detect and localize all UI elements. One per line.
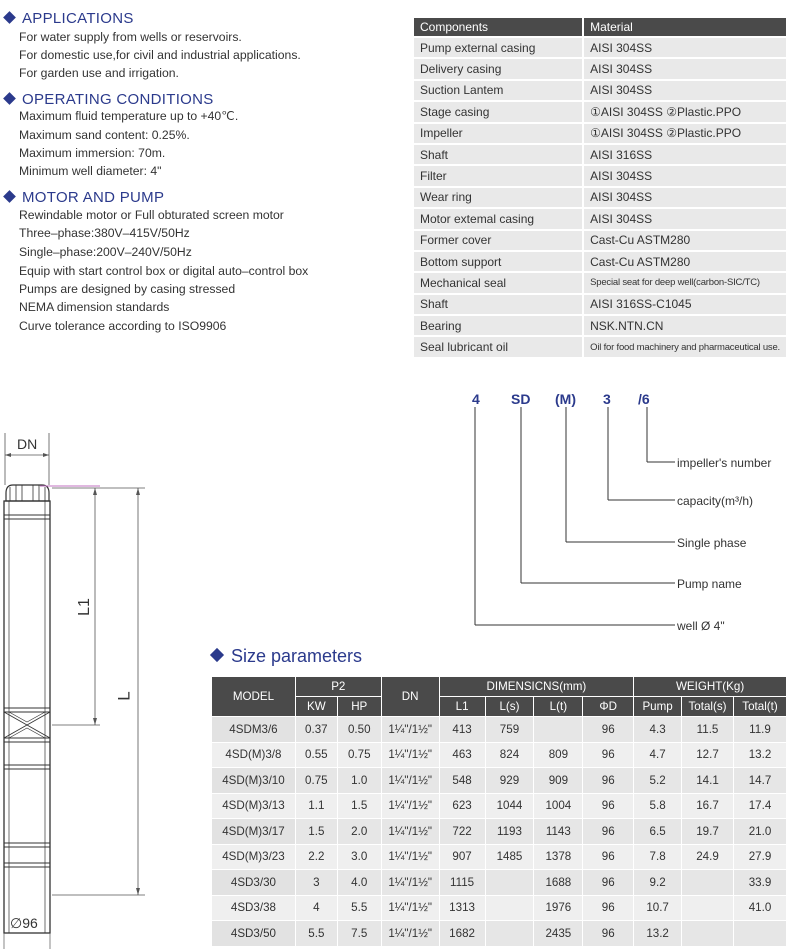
model-cell: 4SDM3/6 [212,717,296,743]
ls-cell [485,895,534,921]
pump-weight-cell: 6.5 [634,819,682,845]
components-header: Components [414,18,584,36]
component-name: Pump external casing [414,38,584,57]
lt-header: L(t) [534,697,583,717]
model-header: MODEL [212,677,296,717]
phid-cell: 96 [583,819,634,845]
ls-cell: 1485 [485,844,534,870]
kw-cell: 3 [295,870,337,896]
dn-cell: 1¼"/1½" [381,793,439,819]
kw-cell: 0.55 [295,742,337,768]
l1-cell: 1313 [439,895,485,921]
dn-label: DN [17,436,38,452]
hp-cell: 1.5 [337,793,381,819]
hp-cell: 1.0 [337,768,381,794]
motor-line: Equip with start control box or digital auto–control box [19,264,309,278]
kw-cell: 4 [295,895,337,921]
ls-cell: 824 [485,742,534,768]
pump-weight-cell: 13.2 [634,921,682,947]
hp-cell: 0.75 [337,742,381,768]
kw-cell: 1.1 [295,793,337,819]
total-s-cell: 12.7 [682,742,734,768]
component-material: ①AISI 304SS ②Plastic.PPO [584,102,786,121]
dn-cell: 1¼"/1½" [381,921,439,947]
component-material: NSK.NTN.CN [584,316,786,335]
dn-header: DN [381,677,439,717]
l1-label: L1 [75,598,93,616]
diamond-bullet-icon [3,11,16,24]
motor-line: Single–phase:200V–240V/50Hz [19,245,192,259]
hp-cell: 5.5 [337,895,381,921]
total-t-cell: 14.7 [734,768,787,794]
pump-weight-cell: 5.8 [634,793,682,819]
l1-cell: 722 [439,819,485,845]
operating-line: Minimum well diameter: 4" [19,164,162,178]
lt-cell: 809 [534,742,583,768]
component-name: Stage casing [414,102,584,121]
total-s-cell: 19.7 [682,819,734,845]
code-desc-impellers: impeller's number [677,456,772,470]
code-part-pump-name: SD [511,391,531,407]
component-material: AISI 304SS [584,38,786,57]
pump-weight-cell: 4.7 [634,742,682,768]
table-row [414,188,786,207]
weight-header: WEIGHT(Kg) [634,677,787,697]
ls-cell: 1193 [485,819,534,845]
model-cell: 4SD(M)3/8 [212,742,296,768]
table-row [414,316,786,335]
l-label: L [114,691,134,701]
table-row [414,295,786,314]
dimensions-header: DIMENSICNS(mm) [439,677,634,697]
table-row [212,844,787,870]
motor-and-pump-heading: MOTOR AND PUMP [2,189,164,206]
operating-line: Maximum sand content: 0.25%. [19,128,190,142]
model-cell: 4SD(M)3/10 [212,768,296,794]
l1-cell: 413 [439,717,485,743]
pump-weight-cell: 9.2 [634,870,682,896]
code-part-capacity: 3 [603,391,611,407]
motor-line: Pumps are designed by casing stressed [19,282,236,296]
table-row [414,81,786,100]
l1-cell: 623 [439,793,485,819]
size-subheader-row [212,697,787,717]
total-t-cell: 11.9 [734,717,787,743]
total-s-cell [682,895,734,921]
phid-cell: 96 [583,717,634,743]
operating-line: Maximum fluid temperature up to +40℃. [19,109,239,123]
material-header: Material [584,18,786,36]
code-desc-pump-name: Pump name [677,577,742,591]
table-row [414,145,786,164]
total-s-cell [682,921,734,947]
component-material: AISI 304SS [584,188,786,207]
total-s-cell: 11.5 [682,717,734,743]
component-material: AISI 304SS [584,59,786,78]
total-t-cell: 17.4 [734,793,787,819]
dn-cell: 1¼"/1½" [381,717,439,743]
ls-cell [485,921,534,947]
total-s-cell: 16.7 [682,793,734,819]
ls-header: L(s) [485,697,534,717]
hp-cell: 0.50 [337,717,381,743]
hp-cell: 2.0 [337,819,381,845]
table-row [414,38,786,57]
table-row [212,717,787,743]
hp-cell: 3.0 [337,844,381,870]
phid-cell: 96 [583,870,634,896]
size-header-row [212,677,787,697]
code-part-single-phase: (M) [555,391,576,407]
kw-cell: 0.75 [295,768,337,794]
pump-weight-cell: 4.3 [634,717,682,743]
total-t-cell: 21.0 [734,819,787,845]
table-row [414,166,786,185]
dn-cell: 1¼"/1½" [381,895,439,921]
component-name: Shaft [414,145,584,164]
lt-cell: 1004 [534,793,583,819]
p2-header: P2 [295,677,381,697]
diameter-label: ∅96 [10,915,38,931]
l1-cell: 907 [439,844,485,870]
component-material: AISI 316SS [584,145,786,164]
kw-cell: 5.5 [295,921,337,947]
component-material: Cast-Cu ASTM280 [584,231,786,250]
applications-line: For domestic use,for civil and industrial applications. [19,48,301,62]
table-row [212,870,787,896]
lt-cell: 909 [534,768,583,794]
component-name: Mechanical seal [414,273,584,292]
lt-cell [534,717,583,743]
component-material: Special seat for deep well(carbon-SIC/TC) [584,273,786,292]
table-row [414,337,786,356]
dn-cell: 1¼"/1½" [381,870,439,896]
component-name: Filter [414,166,584,185]
total-t-cell: 41.0 [734,895,787,921]
component-material: AISI 304SS [584,209,786,228]
model-cell: 4SD3/50 [212,921,296,947]
operating-conditions-heading: OPERATING CONDITIONS [2,91,214,108]
ls-cell: 1044 [485,793,534,819]
dn-cell: 1¼"/1½" [381,819,439,845]
table-row [414,102,786,121]
hp-cell: 4.0 [337,870,381,896]
component-name: Suction Lantem [414,81,584,100]
model-cell: 4SD(M)3/13 [212,793,296,819]
component-material: Cast-Cu ASTM280 [584,252,786,271]
table-row [414,59,786,78]
size-parameters-table [211,676,787,947]
code-desc-single-phase: Single phase [677,536,747,550]
code-part-impellers: /6 [638,391,650,407]
component-name: Bearing [414,316,584,335]
table-row [414,231,786,250]
component-material: AISI 304SS [584,81,786,100]
table-row [212,793,787,819]
dn-cell: 1¼"/1½" [381,768,439,794]
l1-cell: 463 [439,742,485,768]
diamond-bullet-icon [3,190,16,203]
lt-cell: 1378 [534,844,583,870]
component-name: Wear ring [414,188,584,207]
component-name: Impeller [414,124,584,143]
hp-cell: 7.5 [337,921,381,947]
phid-cell: 96 [583,768,634,794]
component-name: Shaft [414,295,584,314]
diamond-bullet-icon [210,648,224,662]
total-t-cell: 27.9 [734,844,787,870]
phid-cell: 96 [583,793,634,819]
l1-cell: 548 [439,768,485,794]
code-desc-capacity: capacity(m³/h) [677,494,754,508]
total-t-header: Total(t) [734,697,787,717]
motor-line: Three–phase:380V–415V/50Hz [19,226,190,240]
applications-heading: APPLICATIONS [2,10,134,27]
table-row [212,921,787,947]
table-row [212,819,787,845]
code-part-well: 4 [472,391,480,407]
lt-cell: 1976 [534,895,583,921]
pump-weight-cell: 5.2 [634,768,682,794]
model-cell: 4SD3/38 [212,895,296,921]
kw-cell: 2.2 [295,844,337,870]
model-code-leader-lines [460,405,680,630]
table-row [212,742,787,768]
kw-cell: 1.5 [295,819,337,845]
lt-cell: 2435 [534,921,583,947]
kw-header: KW [295,697,337,717]
table-row [414,209,786,228]
component-material: Oil for food machinery and pharmaceutical use. [584,337,786,356]
total-t-cell: 13.2 [734,742,787,768]
component-name: Delivery casing [414,59,584,78]
component-name: Bottom support [414,252,584,271]
model-cell: 4SD(M)3/23 [212,844,296,870]
dn-cell: 1¼"/1½" [381,844,439,870]
pump-dimension-drawing [0,425,150,949]
components-header-row [414,18,786,36]
phid-cell: 96 [583,895,634,921]
phid-header: ΦD [583,697,634,717]
ls-cell: 929 [485,768,534,794]
motor-line: Rewindable motor or Full obturated screen motor [19,208,284,222]
l1-cell: 1682 [439,921,485,947]
total-s-cell: 14.1 [682,768,734,794]
components-table [414,16,786,359]
model-cell: 4SD(M)3/17 [212,819,296,845]
table-row [414,252,786,271]
l1-cell: 1115 [439,870,485,896]
ls-cell: 759 [485,717,534,743]
ls-cell [485,870,534,896]
total-t-cell: 33.9 [734,870,787,896]
phid-cell: 96 [583,742,634,768]
kw-cell: 0.37 [295,717,337,743]
motor-line: NEMA dimension standards [19,300,170,314]
pump-weight-header: Pump [634,697,682,717]
component-material: ①AISI 304SS ②Plastic.PPO [584,124,786,143]
pump-weight-cell: 10.7 [634,895,682,921]
motor-line: Curve tolerance according to ISO9906 [19,319,227,333]
code-desc-well: well Ø 4" [677,619,725,633]
size-table-body [212,717,787,947]
component-name: Motor extemal casing [414,209,584,228]
table-row [414,273,786,292]
total-s-header: Total(s) [682,697,734,717]
applications-line: For garden use and irrigation. [19,66,179,80]
component-name: Former cover [414,231,584,250]
operating-line: Maximum immersion: 70m. [19,146,166,160]
total-t-cell [734,921,787,947]
component-name: Seal lubricant oil [414,337,584,356]
total-s-cell: 24.9 [682,844,734,870]
pump-weight-cell: 7.8 [634,844,682,870]
table-row [212,895,787,921]
table-row [212,768,787,794]
total-s-cell [682,870,734,896]
applications-line: For water supply from wells or reservoirs. [19,30,242,44]
diamond-bullet-icon [3,92,16,105]
l1-header: L1 [439,697,485,717]
component-material: AISI 316SS-C1045 [584,295,786,314]
phid-cell: 96 [583,921,634,947]
lt-cell: 1143 [534,819,583,845]
dn-cell: 1¼"/1½" [381,742,439,768]
model-cell: 4SD3/30 [212,870,296,896]
lt-cell: 1688 [534,870,583,896]
phid-cell: 96 [583,844,634,870]
table-row [414,124,786,143]
size-parameters-heading: Size parameters [210,646,362,667]
component-material: AISI 304SS [584,166,786,185]
hp-header: HP [337,697,381,717]
